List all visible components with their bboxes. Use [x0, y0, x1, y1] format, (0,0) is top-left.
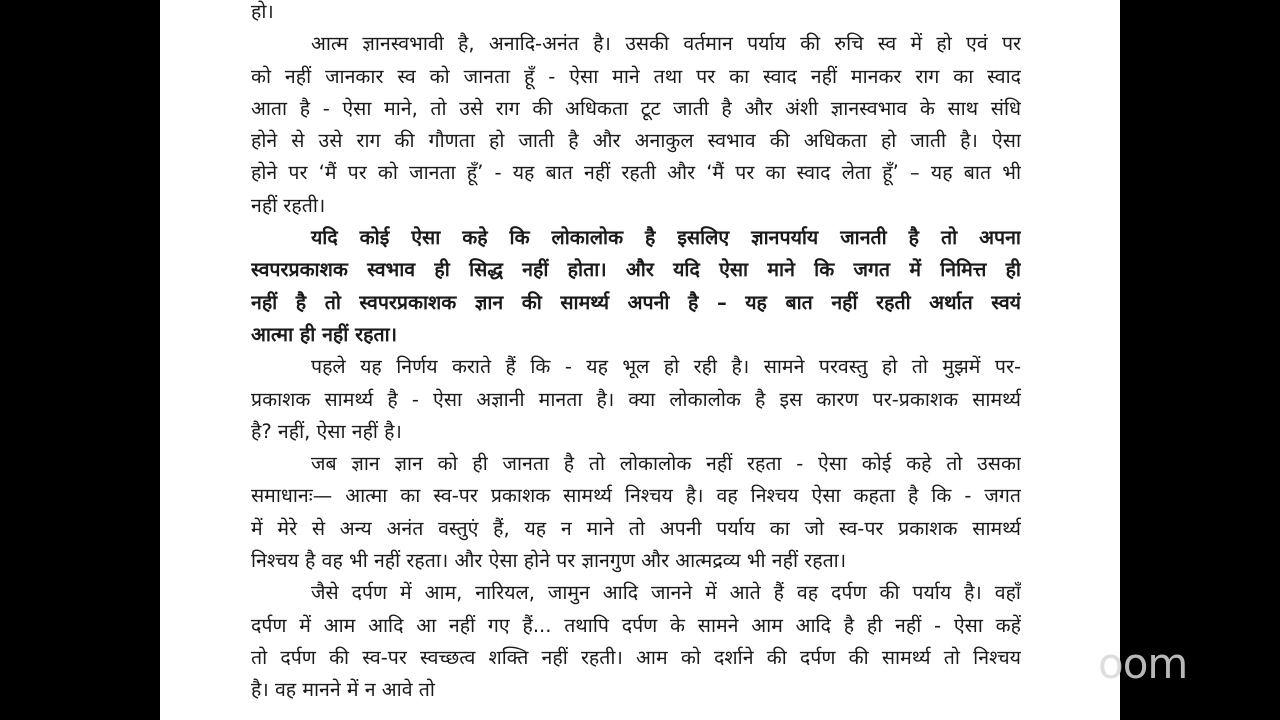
paragraph — [251, 351, 1021, 448]
text-line: दर्पण में आम आदि आ नहीं गए हैं... तथापि दर्पण के सामने आम आदि है ही नहीं - ऐसा कहें — [251, 613, 1021, 637]
paragraph — [251, 0, 1021, 28]
text-line: प्रकाशक सामर्थ्य है - ऐसा अज्ञानी मानता है। क्या लोकालोक है इस कारण पर-प्रकाशक सामर्थ्य — [251, 387, 1021, 411]
text-line: स्वपरप्रकाशक स्वभाव ही सिद्ध नहीं होता। और यदि ऐसा माने कि जगत में निमित्त ही — [251, 258, 1021, 282]
text-line: को नहीं जानकार स्व को जानता हूँ - ऐसा माने तथा पर का स्वाद नहीं मानकर राग का स्वाद — [251, 64, 1021, 88]
text-line: में मेरे से अन्य अनंत वस्तुएं हैं, यह न माने तो अपनी पर्याय का जो स्व-पर प्रकाशक सामर्थ्य — [251, 516, 1021, 540]
text-line: है? नहीं, ऐसा नहीं है। — [251, 419, 402, 443]
text-line: आता है - ऐसा माने, तो उसे राग की अधिकता टूट जाती है और अंशी ज्ञानस्वभाव के साथ संधि — [251, 96, 1021, 120]
text-line: समाधानः— आत्मा का स्व-पर प्रकाशक सामर्थ्य निश्चय है। वह निश्चय ऐसा कहता है कि - जगत — [251, 484, 1021, 508]
text-line: तो दर्पण की स्व-पर स्वच्छत्व शक्ति नहीं रहती। आम को दर्शाने की दर्पण की सामर्थ्य तो निश्चय — [251, 645, 1021, 669]
document-page — [160, 0, 1120, 720]
text-line: पहले यह निर्णय कराते हैं कि - यह भूल हो रही है। सामने परवस्तु हो तो मुझमें पर- — [311, 355, 1021, 379]
paragraph — [251, 577, 1021, 706]
text-line: नहीं रहती। — [251, 193, 326, 217]
text-line: होने से उसे राग की गौणता हो जाती है और अनाकुल स्वभाव की अधिकता हो जाती है। ऐसा — [251, 129, 1021, 153]
text-line: है। वह मानने में न आवे तो — [251, 678, 435, 702]
document-text — [251, 0, 1021, 707]
text-line: निश्चय है वह भी नहीं रहता। और ऐसा होने पर ज्ञानगुण और आत्मद्रव्य भी नहीं रहता। — [251, 549, 847, 573]
text-line: नहीं है तो स्वपरप्रकाशक ज्ञान की सामर्थ्य अपनी है – यह बात नहीं रहती अर्थात स्वयं — [251, 290, 1021, 314]
paragraph — [251, 28, 1021, 222]
text-line: आत्म ज्ञानस्वभावी है, अनादि-अनंत है। उसकी वर्तमान पर्याय की रुचि स्व में हो एवं पर — [311, 32, 1021, 56]
zoom-watermark: oom — [1098, 639, 1188, 688]
text-line: आत्मा ही नहीं रहता। — [251, 322, 398, 346]
text-line: होने पर ‘मैं पर को जानता हूँ’ - यह बात नहीं रहती और ‘मैं पर का स्वाद लेता हूँ’ – यह बात भी — [251, 161, 1021, 185]
bold-paragraph — [251, 222, 1021, 351]
text-line: जैसे दर्पण में आम, नारियल, जामुन आदि जानने में आते हैं वह दर्पण की पर्याय है। वहाँ — [311, 581, 1021, 605]
paragraph — [251, 448, 1021, 577]
text-line: यदि कोई ऐसा कहे कि लोकालोक है इसलिए ज्ञानपर्याय जानती है तो अपना — [311, 226, 1021, 250]
text-line: जब ज्ञान ज्ञान को ही जानता है तो लोकालोक नहीं रहता - ऐसा कोई कहे तो उसका — [311, 452, 1021, 476]
text-line: हो। — [251, 0, 274, 23]
